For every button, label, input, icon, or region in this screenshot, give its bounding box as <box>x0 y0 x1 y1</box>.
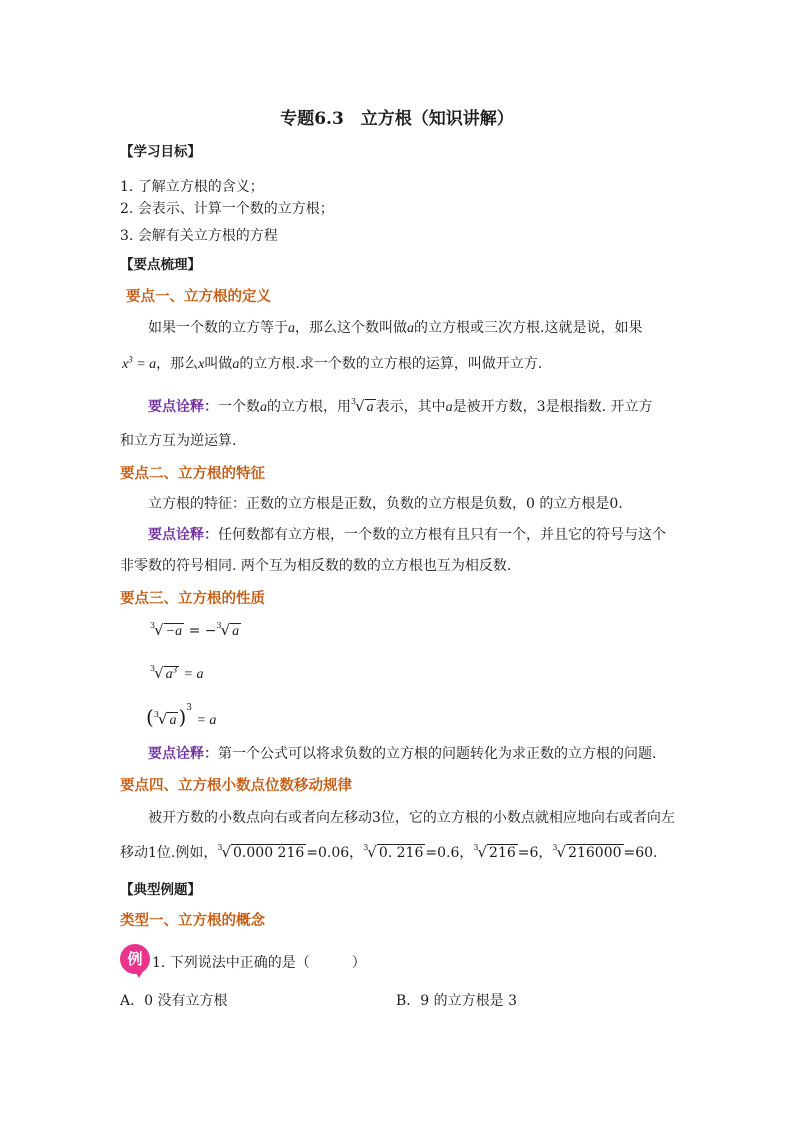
var-a: a <box>288 321 295 336</box>
var-a: a <box>445 400 453 415</box>
learning-goals-header: 【学习目标】 <box>120 144 201 160</box>
kp1-paragraph-line2 <box>122 353 542 373</box>
cube-root-example: $^3$√ 0.000 216 <box>217 843 305 861</box>
note-label: 要点诠释： <box>148 746 218 762</box>
cube-root-example: $^3$√ 0. 216 <box>363 843 424 861</box>
cube-root-example: $^3$√ 216000 <box>552 843 622 861</box>
kp1-text: 的立方根.求一个数的立方根的运算，叫做开立方. <box>239 356 543 372</box>
kp1-text: 如果一个数的立方等于 <box>148 320 288 336</box>
formula-cube-root-of-cube: $^3$√ $a^3 = a$ <box>150 664 204 682</box>
question-1: 1. 下列说法中正确的是（ ） <box>152 955 366 971</box>
note-text: 是被开方数，3是根指数. 开立方 <box>452 399 653 415</box>
example-badge: 例 <box>120 944 150 974</box>
kp1-text: ，那么这个数叫做 <box>295 320 407 336</box>
kp2-note-line1 <box>148 524 666 544</box>
kp1-paragraph-line1 <box>148 317 642 337</box>
note-label: 要点诠释： <box>148 527 218 543</box>
kp1-note-line1 <box>148 396 652 416</box>
note-label: 要点诠释： <box>148 399 218 415</box>
kp2-note-line2: 非零数的符号相同. 两个互为相反数的数的立方根也互为相反数. <box>120 558 512 574</box>
x-cubed: $x^3 = a$ <box>122 354 157 372</box>
type1-heading: 类型一、立方根的概念 <box>120 912 265 929</box>
kp4-heading: 要点四、立方根小数点位数移动规律 <box>120 777 352 794</box>
examples-header: 【典型例题】 <box>120 882 201 898</box>
goal-item: 2. 会表示、计算一个数的立方根； <box>120 201 334 217</box>
var-a: a <box>260 400 267 415</box>
page-title: 专题6.3 立方根（知识讲解） <box>280 109 514 129</box>
summary-header: 【要点梳理】 <box>120 257 201 273</box>
kp4-paragraph-line2: 移动1位.例如，$^3$√ 0.000 216 =0.06，$^3$√ 0. 216 =0.6，$^3$√ 216 =6，$^3$√ 216000 =60. <box>120 843 658 861</box>
kp1-note-line2: 和立方互为逆运算. <box>120 433 237 449</box>
note-text: 表示，其中 <box>375 399 446 415</box>
note-text: 第一个公式可以将求负数的立方根的问题转化为求正数的立方根的问题. <box>218 746 657 762</box>
note-text: 任何数都有立方根，一个数的立方根有且只有一个，并且它的符号与这个 <box>218 527 666 543</box>
cube-root-a: $^3$√ a <box>351 397 374 415</box>
note-text: 的立方根，用 <box>267 399 351 415</box>
kp3-heading: 要点三、立方根的性质 <box>120 590 265 607</box>
goal-item: 3. 会解有关立方根的方程 <box>120 228 278 244</box>
kp2-paragraph: 立方根的特征：正数的立方根是正数，负数的立方根是负数，0 的立方根是0. <box>148 496 623 512</box>
var-a: a <box>232 357 240 372</box>
kp1-heading: 要点一、立方根的定义 <box>126 288 271 305</box>
option-b: B．9 的立方根是 3 <box>396 993 518 1009</box>
formula-cube-of-cube-root: ($^3$√ a )$^3$ = a <box>146 703 217 729</box>
note-text: 一个数 <box>218 399 260 415</box>
kp2-heading: 要点二、立方根的特征 <box>120 465 265 482</box>
option-a: A．0 没有立方根 <box>120 993 228 1009</box>
kp3-note <box>148 743 656 763</box>
cube-root-example: $^3$√ 216 <box>473 843 516 861</box>
var-x: x <box>198 357 205 372</box>
kp1-text: 叫做 <box>204 356 233 372</box>
formula-cube-root-negative: $^3$√ −a = −$^3$√ a <box>150 621 240 639</box>
goal-item: 1. 了解立方根的含义； <box>120 179 264 195</box>
kp1-text: 的立方根或三次方根.这就是说，如果 <box>414 320 643 336</box>
var-a: a <box>407 321 414 336</box>
kp1-text: ，那么 <box>156 356 199 372</box>
kp4-paragraph-line1: 被开方数的小数点向右或者向左移动3位，它的立方根的小数点就相应地向右或者向左 <box>148 810 675 826</box>
